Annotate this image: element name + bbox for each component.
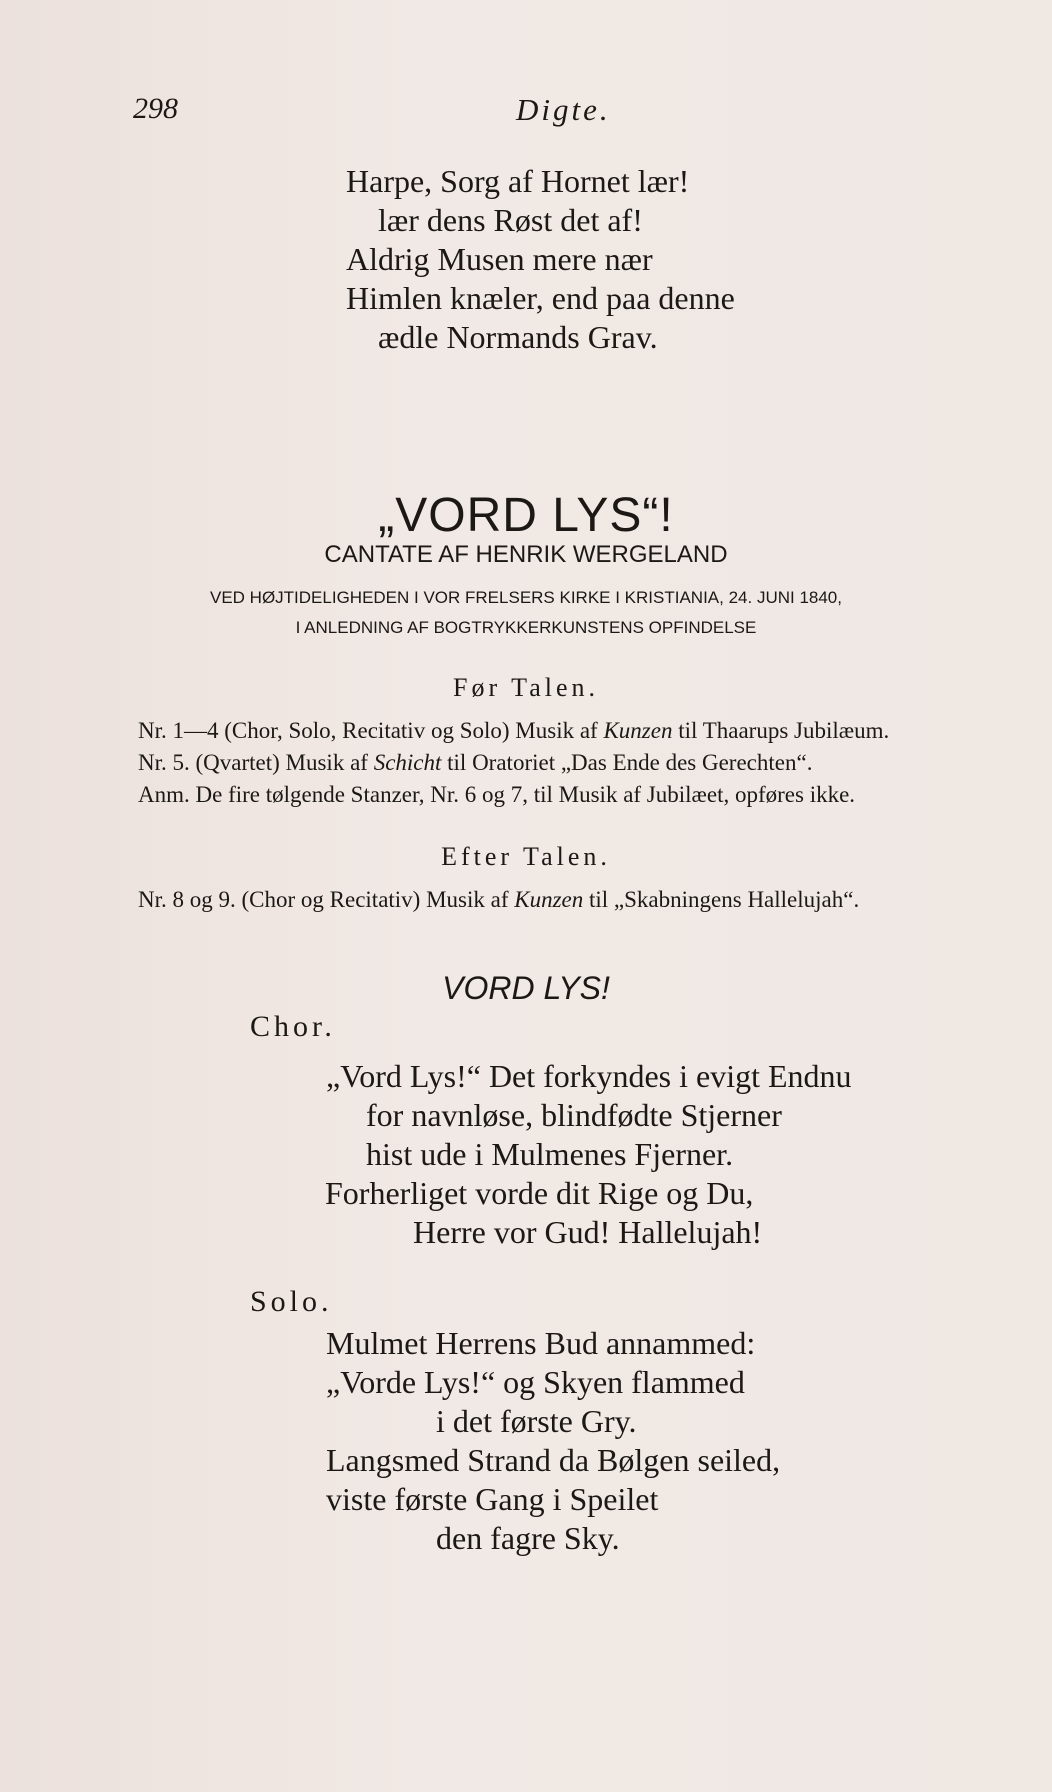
section-heading-before: Før Talen.: [452, 673, 600, 702]
performance-note: Nr. 1—4 (Chor, Solo, Recitativ og Solo) Musik af Kunzen til Thaarups Jubilæum.: [138, 718, 890, 743]
verse-line: den fagre Sky.: [436, 1520, 620, 1556]
cantata-title: „VORD LYS“!: [378, 489, 674, 542]
page-number: 298: [133, 92, 178, 125]
verse-line: „Vorde Lys!“ og Skyen flammed: [326, 1364, 745, 1400]
poem-line: lær dens Røst det af!: [378, 202, 643, 238]
poem-line: ædle Normands Grav.: [378, 319, 658, 355]
poem-line: Harpe, Sorg af Hornet lær!: [346, 163, 690, 199]
chor-label: Chor.: [250, 1010, 336, 1043]
running-head: Digte.: [516, 92, 611, 127]
verse-line: „Vord Lys!“ Det forkyndes i evigt Endnu: [326, 1058, 852, 1094]
verse-line: hist ude i Mulmenes Fjerner.: [366, 1136, 734, 1172]
performance-note: Nr. 8 og 9. (Chor og Recitativ) Musik af Kunzen til „Skabningens Hallelujah“.: [138, 887, 860, 912]
verse-line: Forherliget vorde dit Rige og Du,: [325, 1175, 754, 1211]
verse-line: viste første Gang i Speilet: [326, 1481, 659, 1517]
poem-line: Aldrig Musen mere nær: [346, 241, 653, 277]
poem-title: VORD LYS!: [442, 970, 610, 1006]
verse-line: Langsmed Strand da Bølgen seiled,: [326, 1442, 781, 1478]
occasion-line: I ANLEDNING AF BOGTRYKKERKUNSTENS OPFINDELSE: [295, 618, 757, 637]
verse-line: Mulmet Herrens Bud annammed:: [326, 1325, 756, 1361]
section-heading-after: Efter Talen.: [441, 842, 611, 871]
occasion-line: VED HØJTIDELIGHEDEN I VOR FRELSERS KIRKE I KRISTIANIA, 24. JUNI 1840,: [209, 588, 842, 607]
verse-line: for navnløse, blindfødte Stjerner: [366, 1097, 782, 1133]
cantata-subtitle: CANTATE AF HENRIK WERGELAND: [324, 541, 728, 568]
performance-note: Nr. 5. (Qvartet) Musik af Schicht til Oratoriet „Das Ende des Gerechten“.: [138, 750, 813, 775]
poem-line: Himlen knæler, end paa denne: [346, 280, 735, 316]
verse-line: i det første Gry.: [436, 1403, 637, 1439]
verse-line: Herre vor Gud! Hallelujah!: [413, 1214, 763, 1250]
solo-label: Solo.: [250, 1285, 333, 1318]
performance-note: Anm. De fire tølgende Stanzer, Nr. 6 og 7, til Musik af Jubilæet, opføres ikke.: [138, 782, 856, 807]
